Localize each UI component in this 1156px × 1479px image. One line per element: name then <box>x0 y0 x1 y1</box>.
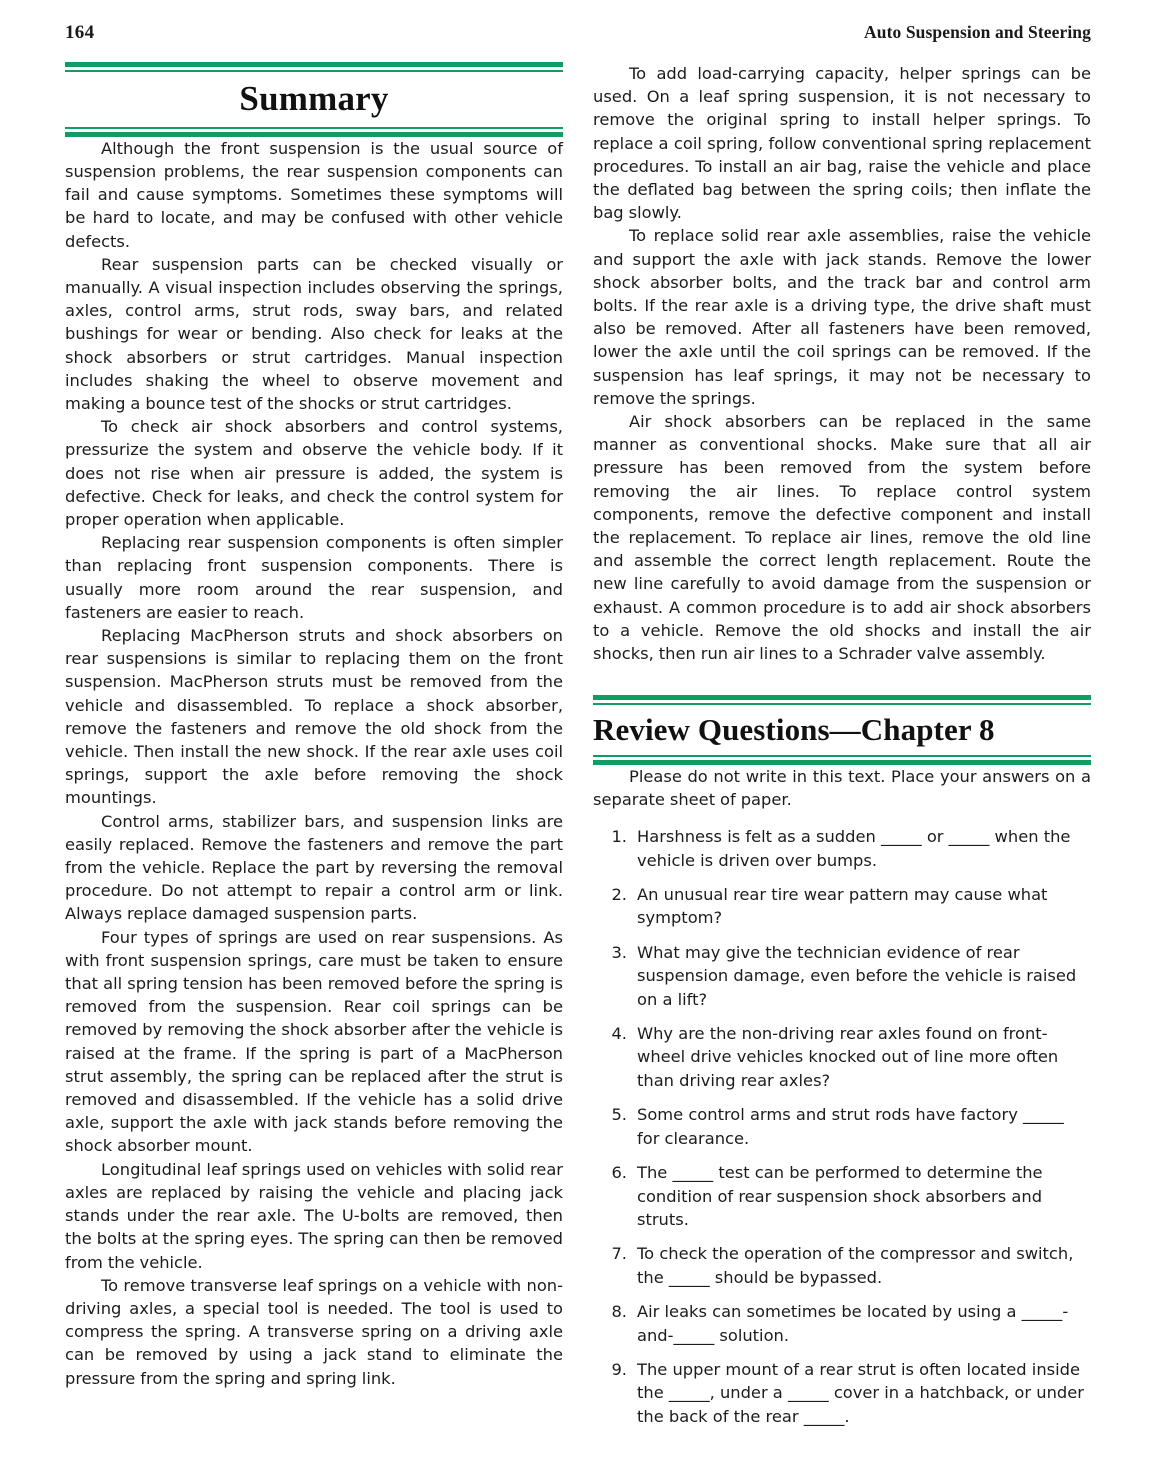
rule-thick <box>593 695 1091 700</box>
summary-paragraph: Air shock absorbers can be replaced in the same manner as conventional shocks. Make sure that all air pressure has been removed from the system before removing the air lines. To replace control system components, remove the defective component and install the replacement. To replace air lines, remove the old line and assemble the correct length replacement. Route the new line carefully to avoid damage from the suspension or exhaust. A common procedure is to add air shock absorbers to a vehicle. Remove the old shocks and install the air shocks, then run air lines to a Schrader valve assembly. <box>593 412 1091 664</box>
summary-paragraph: Replacing MacPherson struts and shock absorbers on rear suspensions is similar to replacing them on the front suspension. MacPherson struts must be removed from the vehicle and disassembled. To replace a shock absorber, remove the fasteners and remove the old shock from the vehicle. Then install the new shock. If the rear axle uses coil springs, support the axle before removing the shock mountings. <box>65 626 563 808</box>
summary-paragraph: Replacing rear suspension components is often simpler than replacing front suspension components. There is usually more room around the rear suspension, and fasteners are easier to reach. <box>65 533 563 622</box>
summary-paragraph: To remove transverse leaf springs on a vehicle with non-driving axles, a special tool is needed. The tool is used to compress the spring. A transverse spring on a driving axle can be removed by using a jack stand to eliminate the pressure from the spring and spring link. <box>65 1275 563 1388</box>
heading-rules-top <box>65 62 563 72</box>
question-text: What may give the technician evidence of rear suspension damage, even before the vehicle is raised on a lift? <box>637 942 1077 1009</box>
question-text: Air leaks can sometimes be located by using a _____-and-_____ solution. <box>637 1302 1069 1345</box>
question-text: The upper mount of a rear strut is often located inside the _____, under a _____ cover in a hatchback, or under the back of the rear _____. <box>637 1359 1084 1426</box>
two-column-layout <box>65 62 1091 1428</box>
question-item <box>593 825 1091 872</box>
question-number: 6. <box>611 1163 627 1183</box>
question-number: 7. <box>611 1244 627 1264</box>
question-item <box>593 941 1091 1011</box>
question-item <box>593 1022 1091 1092</box>
book-title: Auto Suspension and Steering <box>864 22 1091 42</box>
summary-paragraph: Longitudinal leaf springs used on vehicles with solid rear axles are replaced by raising the vehicle and placing jack stands under the rear axle. The U-bolts are removed, then the bolts at the spring eyes. The spring can then be removed from the vehicle. <box>65 1159 563 1272</box>
right-column <box>593 62 1091 1428</box>
running-head <box>65 22 1091 48</box>
question-number: 8. <box>611 1302 627 1322</box>
question-text: An unusual rear tire wear pattern may cause what symptom? <box>637 885 1048 928</box>
summary-paragraph: To check air shock absorbers and control systems, pressurize the system and observe the vehicle body. If it does not rise when air pressure is added, the system is defective. Check for leaks, and check the control system for proper operation when applicable. <box>65 417 563 529</box>
summary-paragraph: Four types of springs are used on rear suspensions. As with front suspension springs, care must be taken to ensure that all spring tension has been removed before the spring is removed from the suspension. Rear coil springs can be removed by removing the shock absorber after the vehicle is raised at the frame. If the spring is part of a MacPherson strut assembly, the spring can be replaced after the strut is removed and disassembled. If the vehicle has a solid drive axle, support the axle with jack stands before removing the shock absorber mount. <box>65 927 563 1156</box>
heading-rules-bottom <box>65 127 563 137</box>
summary-paragraph: Control arms, stabilizer bars, and suspension links are easily replaced. Remove the fasteners and remove the part from the vehicle. Replace the part by reversing the removal procedure. Do not attempt to repair a control arm or link. Always replace damaged suspension parts. <box>65 811 563 924</box>
summary-paragraph: Rear suspension parts can be checked visually or manually. A visual inspection includes observing the springs, axles, control arms, strut rods, sway bars, and related bushings for wear or bending. Also check for leaks at the shock absorbers or strut cartridges. Manual inspection includes shaking the wheel to observe movement and making a bounce test of the shocks or strut cartridges. <box>65 254 563 413</box>
review-questions-intro: Please do not write in this text. Place your answers on a separate sheet of paper. <box>593 766 1091 810</box>
question-item <box>593 1358 1091 1428</box>
question-number: 5. <box>611 1105 627 1125</box>
question-text: Some control arms and strut rods have factory _____ for clearance. <box>637 1105 1064 1148</box>
question-item <box>593 1161 1091 1231</box>
question-text: Harshness is felt as a sudden _____ or _____ when the vehicle is driven over bumps. <box>637 827 1071 870</box>
page-number: 164 <box>65 22 95 43</box>
question-text: The _____ test can be performed to determine the condition of rear suspension shock absorbers and struts. <box>637 1163 1043 1229</box>
summary-paragraph: Although the front suspension is the usual source of suspension problems, the rear suspension components can fail and cause symptoms. Sometimes these symptoms will be hard to locate, and may be confused with other vehicle defects. <box>65 138 563 251</box>
question-text: Why are the non-driving rear axles found on front-wheel drive vehicles knocked out of line more often than driving rear axles? <box>637 1024 1059 1090</box>
summary-section-heading <box>65 62 563 137</box>
rule-thin <box>65 127 563 129</box>
rule-thick <box>65 62 563 67</box>
question-item <box>593 1242 1091 1289</box>
question-item <box>593 1300 1091 1347</box>
summary-title: Summary <box>239 79 389 118</box>
heading-rules-bottom <box>593 755 1091 765</box>
question-number: 1. <box>611 827 627 847</box>
question-number: 2. <box>611 885 627 905</box>
summary-paragraph: To add load-carrying capacity, helper springs can be used. On a leaf spring suspension, it is not necessary to remove the original spring to install helper springs. To replace a coil spring, follow conventional spring replacement procedures. To install an air bag, raise the vehicle and place the deflated bag between the spring coils; then inflate the bag slowly. <box>593 64 1091 223</box>
question-item <box>593 883 1091 930</box>
review-questions-title: Review Questions—Chapter 8 <box>593 712 995 748</box>
rule-thin <box>593 755 1091 757</box>
review-questions-list <box>593 825 1091 1428</box>
question-number: 3. <box>611 942 627 962</box>
question-item <box>593 1103 1091 1150</box>
summary-paragraph: To replace solid rear axle assemblies, raise the vehicle and support the axle with jack stands. Remove the lower shock absorber bolts, and the track bar and control arm bolts. If the rear axle is a driving type, the drive shaft must also be removed. After all fasteners have been removed, lower the axle until the coil springs can be removed. If the suspension has leaf springs, it may not be necessary to remove the springs. <box>593 226 1091 408</box>
question-text: To check the operation of the compressor and switch, the _____ should be bypassed. <box>637 1244 1074 1287</box>
left-column <box>65 62 563 1390</box>
heading-rules-top <box>593 695 1091 705</box>
question-number: 4. <box>611 1024 627 1044</box>
question-number: 9. <box>611 1359 627 1379</box>
review-questions-section-heading <box>593 695 1091 765</box>
